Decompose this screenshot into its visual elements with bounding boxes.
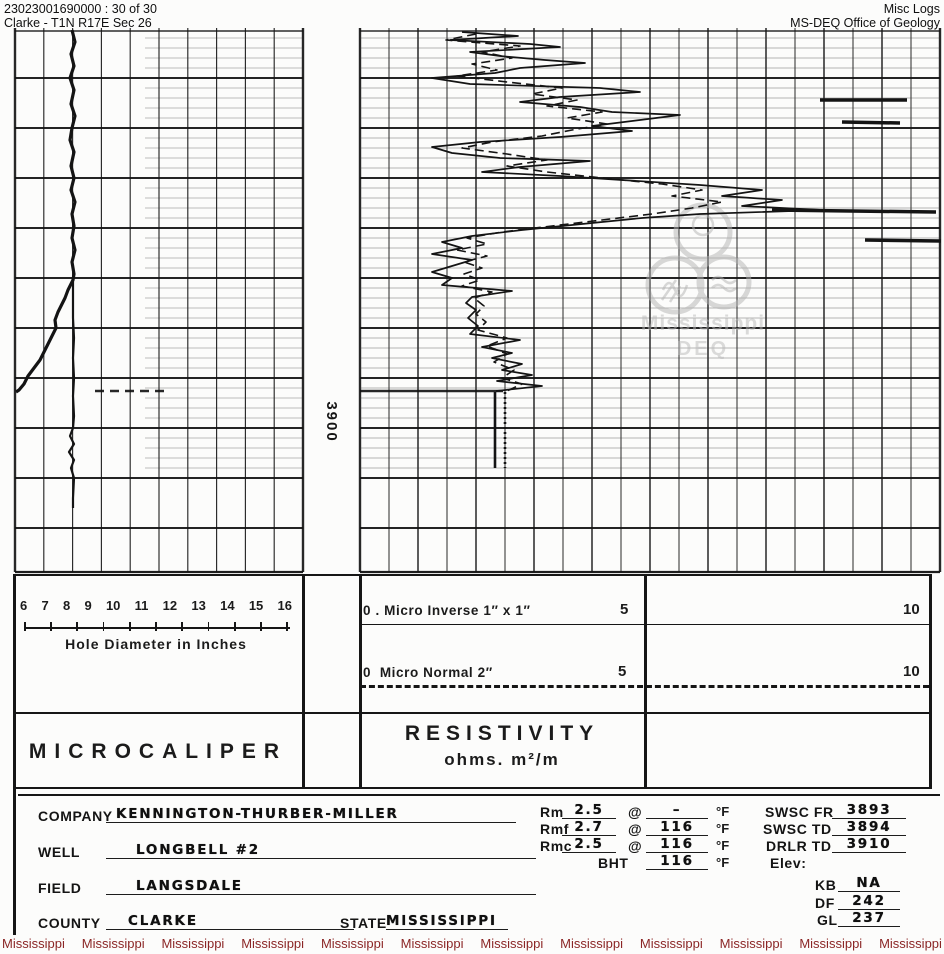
microcaliper-curve bbox=[16, 30, 75, 392]
log-curves bbox=[16, 30, 941, 508]
mississippi-watermark-word: Mississippi bbox=[2, 936, 65, 951]
header-left bbox=[4, 2, 157, 30]
swsc-td-label: SWSC TD bbox=[763, 821, 832, 837]
state-value: MISSISSIPPI bbox=[386, 913, 508, 930]
rmc-label: Rmc bbox=[540, 838, 573, 854]
logo-circle-right bbox=[699, 257, 749, 307]
chart-grid bbox=[15, 28, 940, 572]
kb-value: NA bbox=[838, 875, 900, 892]
hole-diameter-axis bbox=[24, 627, 290, 629]
swsc-td-value: 3894 bbox=[832, 819, 906, 836]
micro-inverse-max-value: 10 bbox=[903, 601, 920, 618]
hole-diameter-caption: Hole Diameter in Inches bbox=[65, 636, 247, 652]
micro-normal-scale-line bbox=[360, 685, 929, 688]
logo-circle-left bbox=[648, 258, 702, 312]
resistivity-units: ohms. m²/m bbox=[444, 750, 560, 769]
swsc-fr-label: SWSC FR bbox=[765, 804, 834, 820]
well-label: WELL bbox=[38, 844, 81, 860]
county-label: COUNTY bbox=[38, 915, 101, 931]
micro-inverse-scale-line bbox=[360, 624, 929, 625]
county-value: CLARKE bbox=[106, 913, 354, 930]
micro-normal-label bbox=[363, 665, 493, 680]
df-label: DF bbox=[815, 895, 835, 911]
drlr-td-label: DRLR TD bbox=[766, 838, 832, 854]
depth-label: 3900 bbox=[323, 401, 340, 443]
elev-label: Elev: bbox=[770, 855, 807, 871]
legend-border-right bbox=[929, 574, 932, 789]
hole-diameter-tick-label: 7 bbox=[41, 598, 49, 613]
micro-inverse-label bbox=[363, 603, 531, 618]
rm-label: Rm bbox=[540, 804, 564, 820]
legend-border-bottom bbox=[14, 787, 932, 789]
bht-label: BHT bbox=[598, 855, 629, 871]
resistivity-box-border bbox=[644, 574, 647, 789]
mississippi-watermark-word: Mississippi bbox=[400, 936, 464, 951]
document-id: 23023001690000 : 30 of 30 bbox=[4, 2, 157, 16]
mississippi-watermark-word: Mississippi bbox=[560, 936, 623, 951]
depth-column-border-left bbox=[302, 574, 305, 789]
state-label: STATE bbox=[340, 915, 387, 931]
rm-value: 2.5 bbox=[562, 802, 616, 819]
micro-inverse-zero: 0 . bbox=[363, 603, 380, 618]
rmc-unit: °F bbox=[716, 838, 730, 853]
rmc-temp: 116 bbox=[646, 836, 708, 853]
resistivity-streak bbox=[772, 210, 936, 212]
company-label: COMPANY bbox=[38, 808, 113, 824]
rm-unit: °F bbox=[716, 804, 730, 819]
gl-value: 237 bbox=[838, 910, 900, 927]
field-value: LANGSDALE bbox=[106, 878, 536, 895]
micro-normal-mid-value: 5 bbox=[618, 663, 627, 680]
log-category: Misc Logs bbox=[883, 2, 940, 16]
rm-at: @ bbox=[628, 804, 643, 820]
micro-normal-name: Micro Normal 2″ bbox=[379, 665, 493, 680]
mississippi-watermark-word: Mississippi bbox=[639, 936, 703, 951]
field-label: FIELD bbox=[38, 880, 82, 896]
legend-border-mid bbox=[14, 712, 932, 714]
resistivity-streak bbox=[842, 122, 900, 123]
rmf-temp: 116 bbox=[646, 819, 708, 836]
resistivity-streak bbox=[865, 240, 941, 241]
micro-inverse-name: Micro Inverse 1″ x 1″ bbox=[384, 603, 531, 618]
rmf-at: @ bbox=[628, 821, 643, 837]
micro-normal-zero: 0 bbox=[363, 665, 372, 680]
mississippi-watermark-word: Mississippi bbox=[81, 936, 145, 951]
mississippi-watermark-word: Mississippi bbox=[161, 936, 225, 951]
swsc-fr-value: 3893 bbox=[832, 802, 906, 819]
df-value: 242 bbox=[838, 893, 900, 910]
microcaliper-title: MICROCALIPER bbox=[28, 740, 288, 763]
logo-text-mississippi: Mississippi bbox=[640, 312, 766, 335]
hole-diameter-tick-label: 16 bbox=[277, 598, 292, 613]
gl-label: GL bbox=[817, 912, 838, 928]
hole-diameter-tick-label: 8 bbox=[62, 598, 71, 613]
mississippi-watermark-word: Mississippi bbox=[879, 936, 942, 951]
mississippi-watermark-word: Mississippi bbox=[320, 936, 384, 951]
agency-name: MS-DEQ Office of Geology bbox=[790, 16, 940, 30]
mississippi-watermark-row bbox=[2, 936, 942, 951]
rmc-value: 2.5 bbox=[562, 836, 616, 853]
mississippi-watermark-word: Mississippi bbox=[799, 936, 863, 951]
kb-label: KB bbox=[815, 877, 837, 893]
mississippi-watermark-word: Mississippi bbox=[719, 936, 783, 951]
hole-diameter-tick-label: 6 bbox=[20, 598, 28, 613]
hole-diameter-tick-label: 15 bbox=[248, 598, 264, 613]
mississippi-watermark-word: Mississippi bbox=[241, 936, 305, 951]
header-right bbox=[790, 2, 940, 30]
rm-temp: – bbox=[646, 802, 708, 819]
rmc-at: @ bbox=[628, 838, 643, 854]
hole-diameter-tick-label: 12 bbox=[162, 598, 178, 613]
hole-diameter-tick-label: 9 bbox=[84, 598, 92, 613]
log-chart bbox=[0, 28, 944, 575]
rmf-unit: °F bbox=[716, 821, 730, 836]
micro-inverse-curve bbox=[432, 32, 822, 391]
legend-border-top bbox=[14, 574, 932, 576]
well-location: Clarke - T1N R17E Sec 26 bbox=[4, 16, 152, 30]
bht-unit: °F bbox=[716, 855, 730, 870]
form-border-top bbox=[18, 794, 940, 796]
mississippi-watermark-word: Mississippi bbox=[480, 936, 544, 951]
hole-diameter-tick-label: 14 bbox=[220, 598, 235, 613]
micro-normal-max-value: 10 bbox=[903, 663, 920, 680]
micro-inverse-mid-value: 5 bbox=[620, 601, 629, 618]
hole-diameter-tick-label: 13 bbox=[191, 598, 206, 613]
bht-temp: 116 bbox=[646, 853, 708, 870]
hole-diameter-tick-label: 11 bbox=[134, 598, 149, 613]
resistivity-title: RESISTIVITY bbox=[404, 722, 600, 745]
well-value: LONGBELL #2 bbox=[106, 842, 536, 859]
logo-text-deq: DEQ bbox=[676, 338, 730, 360]
rmf-label: Rmf bbox=[540, 821, 570, 837]
rmf-value: 2.7 bbox=[562, 819, 616, 836]
hole-diameter-tick-label: 10 bbox=[105, 598, 121, 613]
company-value: KENNINGTON-THURBER-MILLER bbox=[106, 806, 516, 823]
drlr-td-value: 3910 bbox=[832, 836, 906, 853]
hole-diameter-scale-numbers bbox=[20, 598, 292, 613]
bit-size-line bbox=[69, 280, 74, 508]
